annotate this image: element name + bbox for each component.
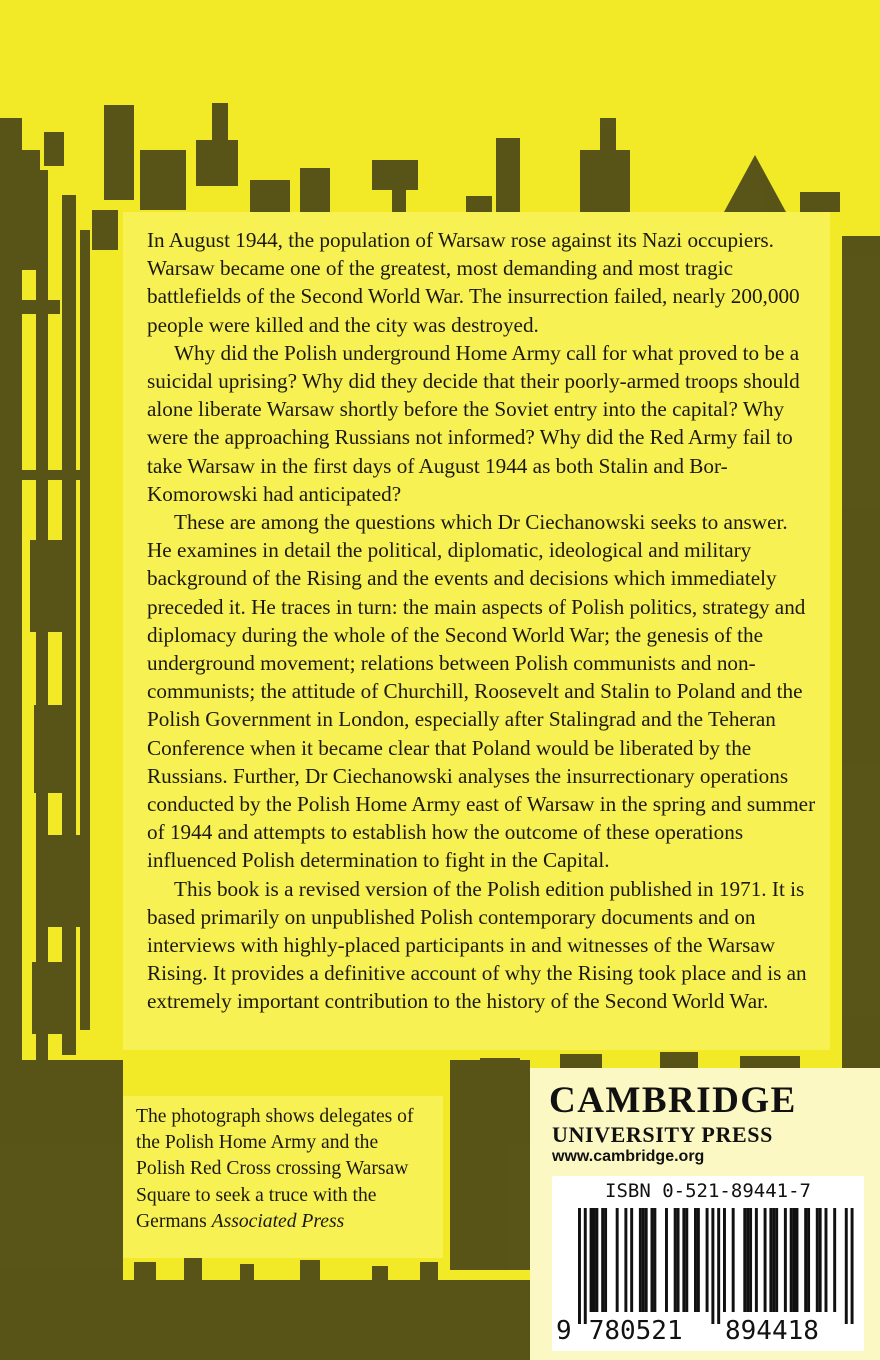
barcode-bar — [769, 1208, 772, 1312]
barcode-bar — [601, 1208, 604, 1312]
barcode-bar — [845, 1208, 848, 1324]
barcode-bar — [630, 1208, 633, 1312]
barcode-bar — [578, 1208, 581, 1324]
barcode-bar — [595, 1208, 598, 1312]
barcode-bar — [851, 1208, 854, 1324]
publisher-subtitle: UNIVERSITY PRESS — [552, 1122, 773, 1147]
barcode-bar — [772, 1208, 775, 1312]
barcode-digits-right: 894418 — [725, 1316, 819, 1346]
barcode-bar — [694, 1208, 697, 1312]
blurb-paragraph: This book is a revised version of the Polish edition published in 1971. It is based primarily on unpublished Polish contemporary documents and on interviews with highly-placed participants in and witnesses of the Warsaw Rising. It provides a definitive account of why the Rising took place and is an extremely important contribution to the history of the Second World War. — [147, 876, 807, 1014]
barcode-bar — [584, 1208, 587, 1324]
barcode-bar — [732, 1208, 735, 1312]
barcode-bar — [816, 1208, 819, 1312]
isbn-barcode — [552, 1176, 864, 1351]
barcode-bar — [645, 1208, 648, 1312]
barcode-bar — [706, 1208, 709, 1312]
barcode-bar — [807, 1208, 810, 1312]
photo-caption-text — [136, 1104, 431, 1235]
barcode-bar — [642, 1208, 645, 1312]
barcode-bar — [743, 1208, 746, 1312]
barcode-bar — [616, 1208, 619, 1312]
caption-text: The photograph shows delegates of the Polish Home Army and the Polish Red Cross crossing Warsaw Square to seek a truce with the Germans — [136, 1106, 414, 1232]
barcode-bar — [819, 1208, 822, 1312]
blurb-paragraph: In August 1944, the population of Warsaw rose against its Nazi occupiers. Warsaw became one of the greatest, most demanding and most tragic battlefields of the Second World War. The insurrection failed, nearly 200,000 people were killed and the city was destroyed. — [147, 228, 800, 337]
barcode-bar — [775, 1208, 778, 1312]
barcode-bar — [624, 1208, 627, 1312]
barcode-bar — [804, 1208, 807, 1312]
barcode-bar — [790, 1208, 793, 1312]
barcode-bar — [590, 1208, 593, 1312]
blurb-paragraph: These are among the questions which Dr Ciechanowski seeks to answer. He examines in detail the political, diplomatic, ideological and military background of the Rising and the events and decisions which immediately preceded it. He traces in turn: the main aspects of Polish politics, strategy and diplomacy during the whole of the Second World War; the genesis of the underground movement; relations between Polish communists and non-communists; the attitude of Churchill, Roosevelt and Stalin to Poland and the Polish Government in London, especially after Stalingrad and the Teheran Conference when it became clear that Poland would be liberated by the Russians. Further, Dr Ciechanowski analyses the insurrectionary operations conducted by the Polish Home Army east of Warsaw in the spring and summer of 1944 and attempts to establish how the outcome of these operations influenced Polish determination to fight in the Capital. — [147, 510, 816, 873]
blurb-panel — [123, 212, 830, 1050]
barcode-bar — [604, 1208, 607, 1312]
barcode-bar — [665, 1208, 668, 1312]
barcode-digit-lead: 9 — [556, 1316, 572, 1346]
barcode-bar — [711, 1208, 714, 1324]
photo-caption — [123, 1096, 443, 1258]
barcode-bar — [825, 1208, 828, 1312]
isbn-label: ISBN 0-521-89441-7 — [605, 1180, 811, 1202]
caption-credit: Associated Press — [211, 1210, 345, 1232]
barcode-bar — [685, 1208, 688, 1312]
barcode-bar — [784, 1208, 787, 1312]
barcode-bar — [593, 1208, 596, 1312]
barcode-bar — [796, 1208, 799, 1312]
barcode-bar — [651, 1208, 654, 1312]
barcode-bar — [677, 1208, 680, 1312]
barcode-bar — [653, 1208, 656, 1312]
blurb-paragraph: Why did the Polish underground Home Army call for what proved to be a suicidal uprising? Why did they decide that their poorly-armed troops should alone liberate Warsaw shortly before the Soviet entry into the capital? Why were the approaching Russians not informed? Why did the Red Army fail to take Warsaw in the first days of August 1944 as both Stalin and Bor-Komorowski had anticipated? — [147, 340, 800, 506]
barcode-bar — [682, 1208, 685, 1312]
publisher-url: www.cambridge.org — [552, 1148, 705, 1165]
publisher-panel — [530, 1068, 880, 1360]
barcode-bar — [717, 1208, 720, 1324]
barcode-graphic — [552, 1176, 864, 1351]
barcode-bar — [793, 1208, 796, 1312]
barcode-bar — [746, 1208, 749, 1312]
barcode-bar — [697, 1208, 700, 1312]
publisher-name: CAMBRIDGE — [549, 1080, 797, 1121]
barcode-bar — [674, 1208, 677, 1312]
barcode-bar — [639, 1208, 642, 1312]
barcode-bar — [755, 1208, 758, 1312]
barcode-bar — [723, 1208, 726, 1312]
barcode-digits-left: 780521 — [588, 1316, 683, 1346]
barcode-bar — [764, 1208, 767, 1312]
barcode-bar — [833, 1208, 836, 1312]
barcode-bar — [749, 1208, 752, 1312]
